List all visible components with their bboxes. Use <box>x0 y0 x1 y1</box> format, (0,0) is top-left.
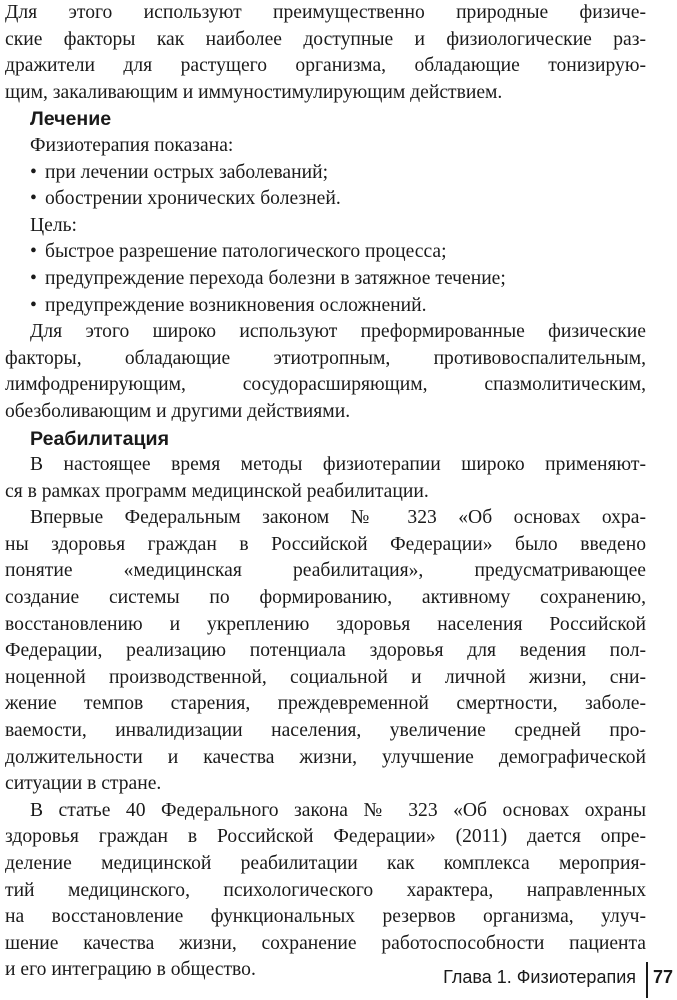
text-line: ские факторы как наиболее доступные и физиологические раз- <box>5 28 646 50</box>
text-line: В настоящее время методы физиотерапии широко применяют- <box>30 454 646 476</box>
section-heading-rehabilitation: Реабилитация <box>30 427 170 450</box>
list-item-text: обострении хронических болезней. <box>45 188 341 210</box>
text-line: и его интеграцию в общество. <box>5 959 256 981</box>
list-item-text: предупреждение перехода болезни в затяжное течение; <box>45 267 506 289</box>
bullet-icon: • <box>30 267 37 289</box>
running-footer-chapter: Глава 1. Физиотерапия <box>443 967 636 987</box>
list-item <box>5 239 646 266</box>
text-line: Для этого широко используют преформированные физические <box>30 321 646 343</box>
rehabilitation-paragraph-3 <box>5 798 646 984</box>
text-line: ситуации в стране. <box>5 773 162 795</box>
text-line: обезболивающим и другими действиями. <box>5 400 351 422</box>
text-line: факторы, обладающие этиотропным, противовоспалительным, <box>5 347 646 369</box>
text-line: создание системы по формированию, активному сохранению, <box>5 587 646 609</box>
text-line: шение качества жизни, сохранение работоспособности пациента <box>5 932 646 954</box>
section-heading-treatment: Лечение <box>30 108 112 131</box>
list-item <box>5 160 646 187</box>
text-line: ваемости, инвалидизации населения, увеличение средней про- <box>5 720 646 742</box>
bullet-icon: • <box>30 188 37 210</box>
indication-label: Физиотерапия показана: <box>30 134 234 156</box>
text-line: Впервые Федеральным законом № 323 «Об основах охра- <box>30 507 646 529</box>
list-item <box>5 266 646 293</box>
text-line: ны здоровья граждан в Российской Федерации» было введено <box>5 533 646 555</box>
text-line: В статье 40 Федерального закона № 323 «Об основах охраны <box>30 799 646 821</box>
text-line: восстановлению и укреплению здоровья населения Российской <box>5 613 646 635</box>
page-number: 77 <box>652 967 673 987</box>
text-line: здоровья граждан в Российской Федерации» (2011) дается опре- <box>5 826 646 848</box>
text-line: на восстановление функциональных резервов организма, улуч- <box>5 906 646 928</box>
page-footer <box>0 962 677 998</box>
text-line: Федерации, реализацию потенциала здоровья для ведения пол- <box>5 640 646 662</box>
page-body <box>5 0 646 984</box>
text-line: деление медицинской реабилитации как комплекса мероприя- <box>5 853 646 874</box>
text-line: жение темпов старения, преждевременной смертности, заболе- <box>5 693 646 715</box>
treatment-paragraph <box>5 319 646 425</box>
bullet-icon: • <box>30 161 37 183</box>
intro-paragraph <box>5 0 646 106</box>
footer-divider <box>646 962 648 998</box>
goal-label: Цель: <box>30 214 78 236</box>
rehabilitation-paragraph-1 <box>5 452 646 505</box>
rehabilitation-paragraph-2 <box>5 505 646 798</box>
text-line: дражители для растущего организма, обладающие тонизирую- <box>5 55 646 77</box>
list-item <box>5 186 646 213</box>
bullet-icon: • <box>30 241 37 263</box>
list-item-text: быстрое разрешение патологического процесса; <box>45 241 447 263</box>
text-line: должительности и качества жизни, улучшение демографической <box>5 746 646 768</box>
text-line: лимфодренирующим, сосудорасширяющим, спазмолитическим, <box>5 374 646 396</box>
text-line: ся в рамках программ медицинской реабилитации. <box>5 480 429 502</box>
bullet-icon: • <box>30 294 37 316</box>
text-line: понятие «медицинская реабилитация», предусматривающее <box>5 560 646 582</box>
text-line: Для этого используют преимущественно природные физиче- <box>5 2 646 23</box>
list-item <box>5 293 646 320</box>
list-item-text: при лечении острых заболеваний; <box>45 161 329 183</box>
text-line: щим, закаливающим и иммуностимулирующим действием. <box>5 81 503 103</box>
text-line: тий медицинского, психологического характера, направленных <box>5 879 646 901</box>
treatment-section <box>5 106 646 425</box>
rehabilitation-section <box>5 426 646 984</box>
text-line: ноценной производственной, социальной и личной жизни, сни- <box>5 666 646 688</box>
list-item-text: предупреждение возникновения осложнений. <box>45 294 427 316</box>
